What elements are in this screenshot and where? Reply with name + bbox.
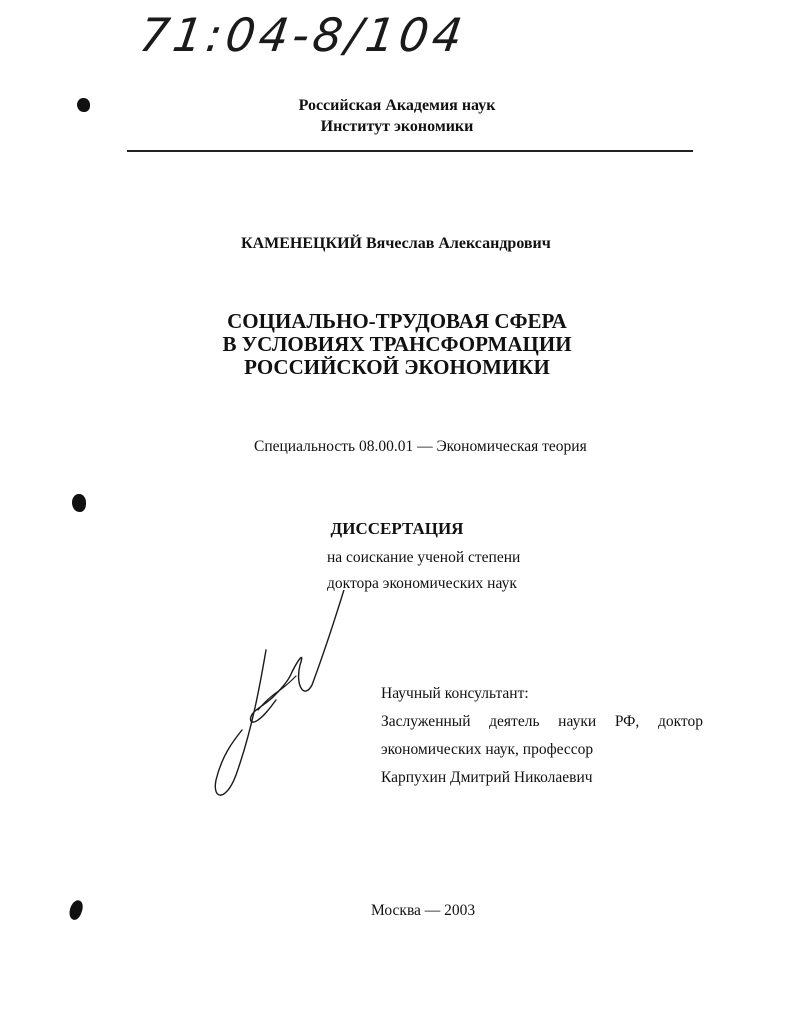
header-divider: [127, 150, 693, 152]
binding-hole-mark: [67, 899, 85, 922]
document-type: ДИССЕРТАЦИЯ: [330, 519, 464, 538]
dissertation-title-line-1: СОЦИАЛЬНО-ТРУДОВАЯ СФЕРА: [227, 309, 567, 333]
institute-name: Институт экономики: [320, 118, 474, 135]
city-year: Москва — 2003: [371, 902, 476, 919]
degree-line-2: доктора экономических наук: [327, 575, 517, 592]
binding-hole-mark: [72, 494, 86, 512]
institution-name: Российская Академия наук: [298, 97, 496, 114]
specialty: Специальность 08.00.01 — Экономическая теория: [254, 438, 587, 455]
archive-mark: 71:04-8/104: [136, 8, 470, 62]
advisor-name: Карпухин Дмитрий Николаевич: [381, 769, 593, 786]
dissertation-title-line-2: В УСЛОВИЯХ ТРАНСФОРМАЦИИ: [222, 332, 572, 356]
advisor-label: Научный консультант:: [381, 685, 529, 702]
signature: [200, 590, 350, 810]
advisor-title-line-1: Заслуженный деятель науки РФ, доктор: [381, 713, 703, 730]
dissertation-title-line-3: РОССИЙСКОЙ ЭКОНОМИКИ: [244, 355, 550, 379]
advisor-title-line-2: экономических наук, профессор: [381, 741, 594, 758]
degree-line-1: на соискание ученой степени: [327, 549, 521, 566]
author-name: КАМЕНЕЦКИЙ Вячеслав Александрович: [241, 235, 551, 252]
